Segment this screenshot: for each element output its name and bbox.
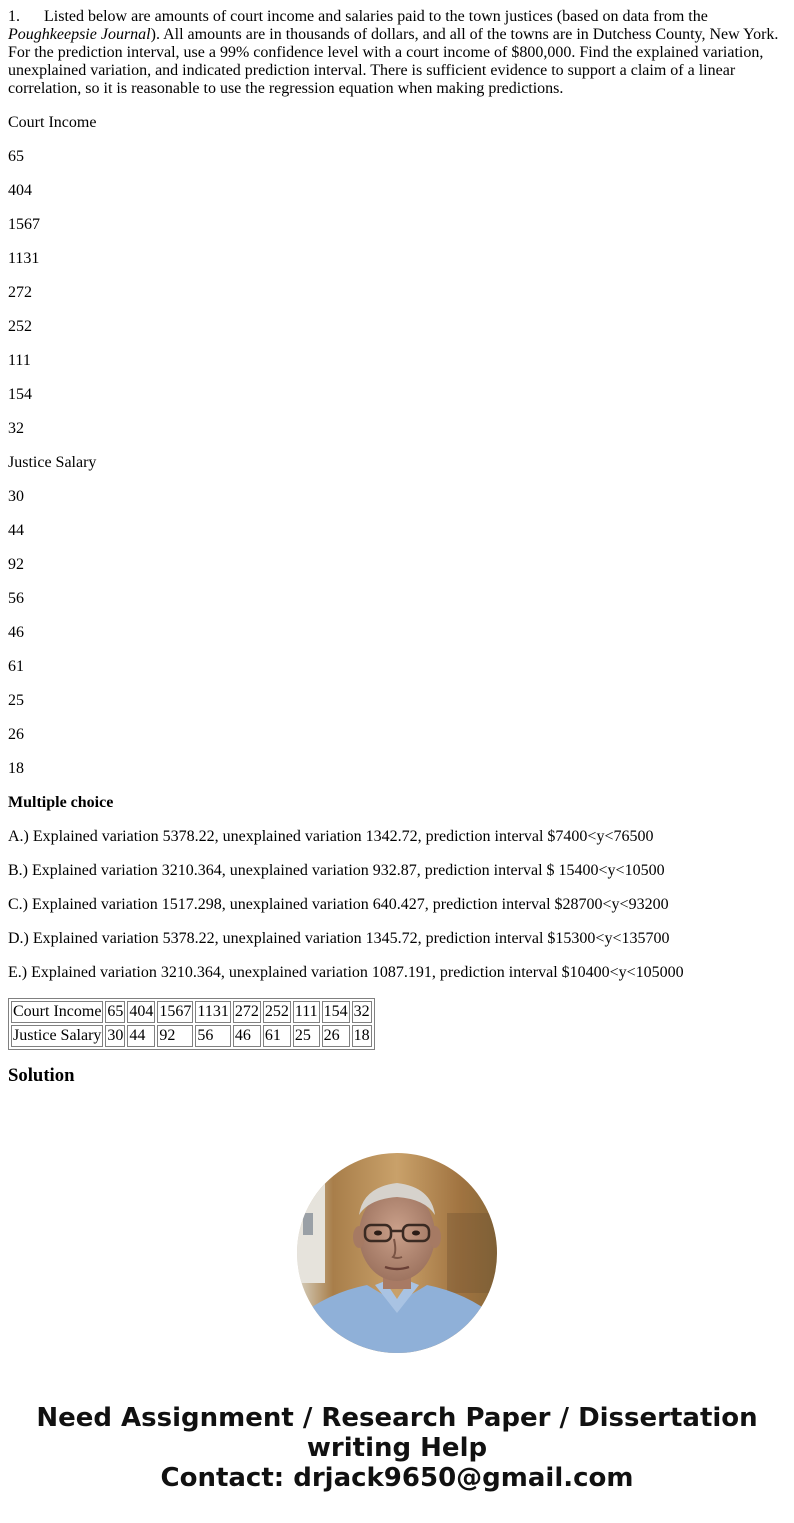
table-cell: 44 bbox=[127, 1025, 155, 1047]
question-text bbox=[8, 8, 786, 98]
court-income-value: 1567 bbox=[8, 216, 40, 233]
table-cell: 56 bbox=[195, 1025, 230, 1047]
promo-line: writing Help bbox=[306, 1433, 488, 1463]
promo-line: Need Assignment / Research Paper / Dissertation bbox=[36, 1403, 758, 1433]
choice-c: C.) Explained variation 1517.298, unexplained variation 640.427, prediction interval $28700<y<93200 bbox=[8, 896, 669, 913]
justice-salary-value: 30 bbox=[8, 488, 24, 505]
justice-salary-value: 18 bbox=[8, 760, 24, 777]
court-income-value: 154 bbox=[8, 386, 32, 403]
court-income-value: 111 bbox=[8, 352, 31, 369]
justice-salary-value: 56 bbox=[8, 590, 24, 607]
table-cell: Court Income bbox=[11, 1001, 103, 1023]
court-income-value: 1131 bbox=[8, 250, 40, 267]
justice-salary-value: 25 bbox=[8, 692, 24, 709]
question-text-part2: ). All amounts are in thousands of dollars, and all of the towns are in Dutchess County, New York. For the prediction interval, use a 99% confidence level with a court income of $800,000. Find the explained variation, unexplained variation, and indicated prediction interval. There is sufficient evidence to support a claim of a linear correlation, so it is reasonable to use the regression equation when making predictions. bbox=[8, 26, 779, 97]
court-income-value: 65 bbox=[8, 148, 24, 165]
table-cell: 92 bbox=[157, 1025, 193, 1047]
data-table bbox=[8, 998, 375, 1050]
court-income-value: 32 bbox=[8, 420, 24, 437]
table-row bbox=[11, 1025, 372, 1047]
solution-heading: Solution bbox=[8, 1065, 75, 1086]
choice-d: D.) Explained variation 5378.22, unexplained variation 1345.72, prediction interval $15300<y<135700 bbox=[8, 930, 670, 947]
justice-salary-value: 44 bbox=[8, 522, 24, 539]
source-title: Poughkeepsie Journal bbox=[8, 26, 151, 43]
table-cell: 65 bbox=[105, 1001, 125, 1023]
justice-salary-label: Justice Salary bbox=[8, 454, 97, 471]
choice-b: B.) Explained variation 3210.364, unexplained variation 932.87, prediction interval $ 15400<y<10500 bbox=[8, 862, 665, 879]
promo-contact: Contact: drjack9650@gmail.com bbox=[160, 1463, 634, 1493]
table-cell: 18 bbox=[352, 1025, 372, 1047]
question-number: 1. bbox=[8, 8, 20, 25]
author-portrait-image bbox=[297, 1153, 497, 1353]
promo-banner bbox=[0, 1403, 794, 1493]
table-cell: Justice Salary bbox=[11, 1025, 103, 1047]
table-row bbox=[11, 1001, 372, 1023]
court-income-label: Court Income bbox=[8, 114, 97, 131]
table-cell: 32 bbox=[352, 1001, 372, 1023]
table-cell: 1567 bbox=[157, 1001, 193, 1023]
table-cell: 154 bbox=[322, 1001, 350, 1023]
choice-a: A.) Explained variation 5378.22, unexplained variation 1342.72, prediction interval $7400<y<76500 bbox=[8, 828, 654, 845]
table-cell: 272 bbox=[233, 1001, 261, 1023]
justice-salary-value: 92 bbox=[8, 556, 24, 573]
court-income-value: 272 bbox=[8, 284, 32, 301]
table-cell: 1131 bbox=[195, 1001, 230, 1023]
justice-salary-value: 61 bbox=[8, 658, 24, 675]
table-cell: 30 bbox=[105, 1025, 125, 1047]
multiple-choice-heading: Multiple choice bbox=[8, 794, 114, 811]
court-income-value: 404 bbox=[8, 182, 32, 199]
table-cell: 25 bbox=[293, 1025, 320, 1047]
court-income-value: 252 bbox=[8, 318, 32, 335]
author-avatar bbox=[297, 1153, 497, 1353]
table-cell: 404 bbox=[127, 1001, 155, 1023]
question-text-part1: Listed below are amounts of court income and salaries paid to the town justices (based on data from the bbox=[44, 8, 708, 25]
table-cell: 61 bbox=[263, 1025, 291, 1047]
table-cell: 46 bbox=[233, 1025, 261, 1047]
table-cell: 252 bbox=[263, 1001, 291, 1023]
justice-salary-value: 46 bbox=[8, 624, 24, 641]
justice-salary-value: 26 bbox=[8, 726, 24, 743]
table-cell: 111 bbox=[293, 1001, 320, 1023]
table-cell: 26 bbox=[322, 1025, 350, 1047]
choice-e: E.) Explained variation 3210.364, unexplained variation 1087.191, prediction interval $10400<y<105000 bbox=[8, 964, 684, 981]
